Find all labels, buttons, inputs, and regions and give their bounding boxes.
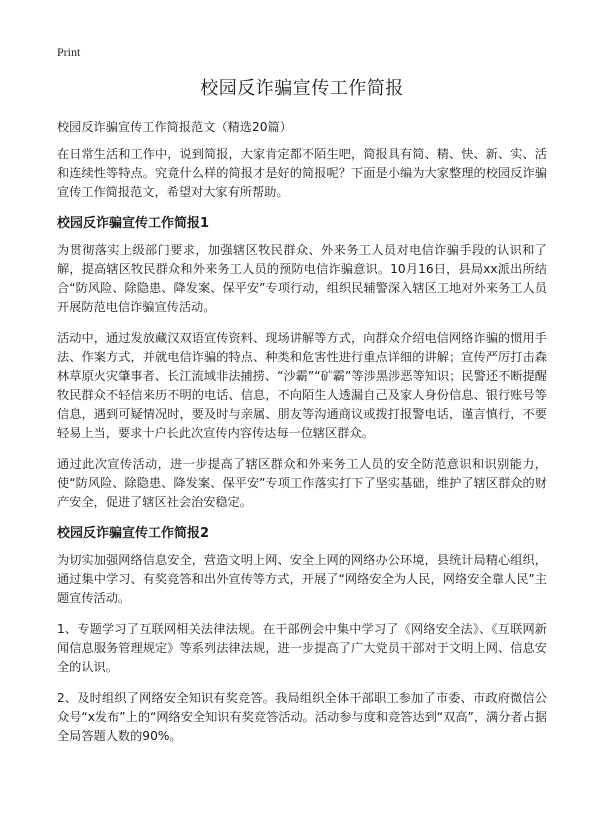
section-paragraph: 为贯彻落实上级部门要求，加强辖区牧民群众、外来务工人员对电信诈骗手段的认识和了解，提高辖区牧民群众和外来务工人员的预防电信诈骗意识。10月16日，县局xx派出所结合“防风险、除隐患、降发案、保平安”专项行动，组织民辅警深入辖区工地对外来务工人员开展防范电信诈骗宣传活动。 — [57, 243, 547, 314]
section-1 — [57, 214, 547, 512]
section-paragraph: 活动中，通过发放藏汉双语宣传资料、现场讲解等方式，向群众介绍电信网络诈骗的惯用手法、作案方式，并就电信诈骗的特点、种类和危害性进行重点详细的讲解；宣传严厉打击森林草原火灾肇事者、长江流域非法捕捞、“沙霸”“矿霸”等涉黑涉恶等知识；民警还不断提醒牧民群众不轻信来历不明的电话、信息，不向陌生人透漏自己及家人身份信息、银行账号等信息，遇到可疑情况时，要及时与亲属、朋友等沟通商议或拨打报警电话，谨言慎行，不要轻易上当，要求十户长此次宣传内容传达每一位辖区群众。 — [57, 331, 547, 440]
intro-paragraph: 在日常生活和工作中，说到简报，大家肯定都不陌生吧，简报具有简、精、快、新、实、活和连续性等特点。究竟什么样的简报才是好的简报呢？下面是小编为大家整理的校园反诈骗宣传工作简报范文，希望对大家有所帮助。 — [57, 147, 547, 199]
document-title: 校园反诈骗宣传工作简报 — [200, 78, 404, 99]
section-heading: 校园反诈骗宣传工作简报2 — [57, 526, 210, 541]
document-page — [57, 44, 547, 758]
section-paragraph: 1、专题学习了互联网相关法律法规。在干部例会中集中学习了《网络安全法》、《互联网新闻信息服务管理规定》等系列法律法规，进一步提高了广大党员干部对于文明上网、信息安全的认识。 — [57, 622, 547, 674]
section-paragraph: 2、及时组织了网络安全知识有奖竞答。我局组织全体干部职工参加了市委、市政府微信公众号“x发布”上的“网络安全知识有奖竞答活动。活动参与度和竞答达到“双高”，满分者占据全局答题人数的90%。 — [57, 691, 547, 743]
section-2 — [57, 524, 547, 746]
section-heading: 校园反诈骗宣传工作简报1 — [57, 216, 210, 231]
document-subtitle: 校园反诈骗宣传工作简报范文（精选20篇） — [57, 120, 292, 134]
section-paragraph: 通过此次宣传活动，进一步提高了辖区群众和外来务工人员的安全防范意识和识别能力，使“防风险、除隐患、降发案、保平安”专项工作落实打下了坚实基础，维护了辖区群众的财产安全，促进了辖区社会治安稳定。 — [57, 457, 547, 509]
section-paragraph: 为切实加强网络信息安全，营造文明上网、安全上网的网络办公环境，县统计局精心组织，通过集中学习、有奖竞答和出外宣传等方式，开展了“网络安全为人民，网络安全靠人民”主题宣传活动。 — [57, 553, 547, 605]
print-label: Print — [57, 45, 81, 59]
